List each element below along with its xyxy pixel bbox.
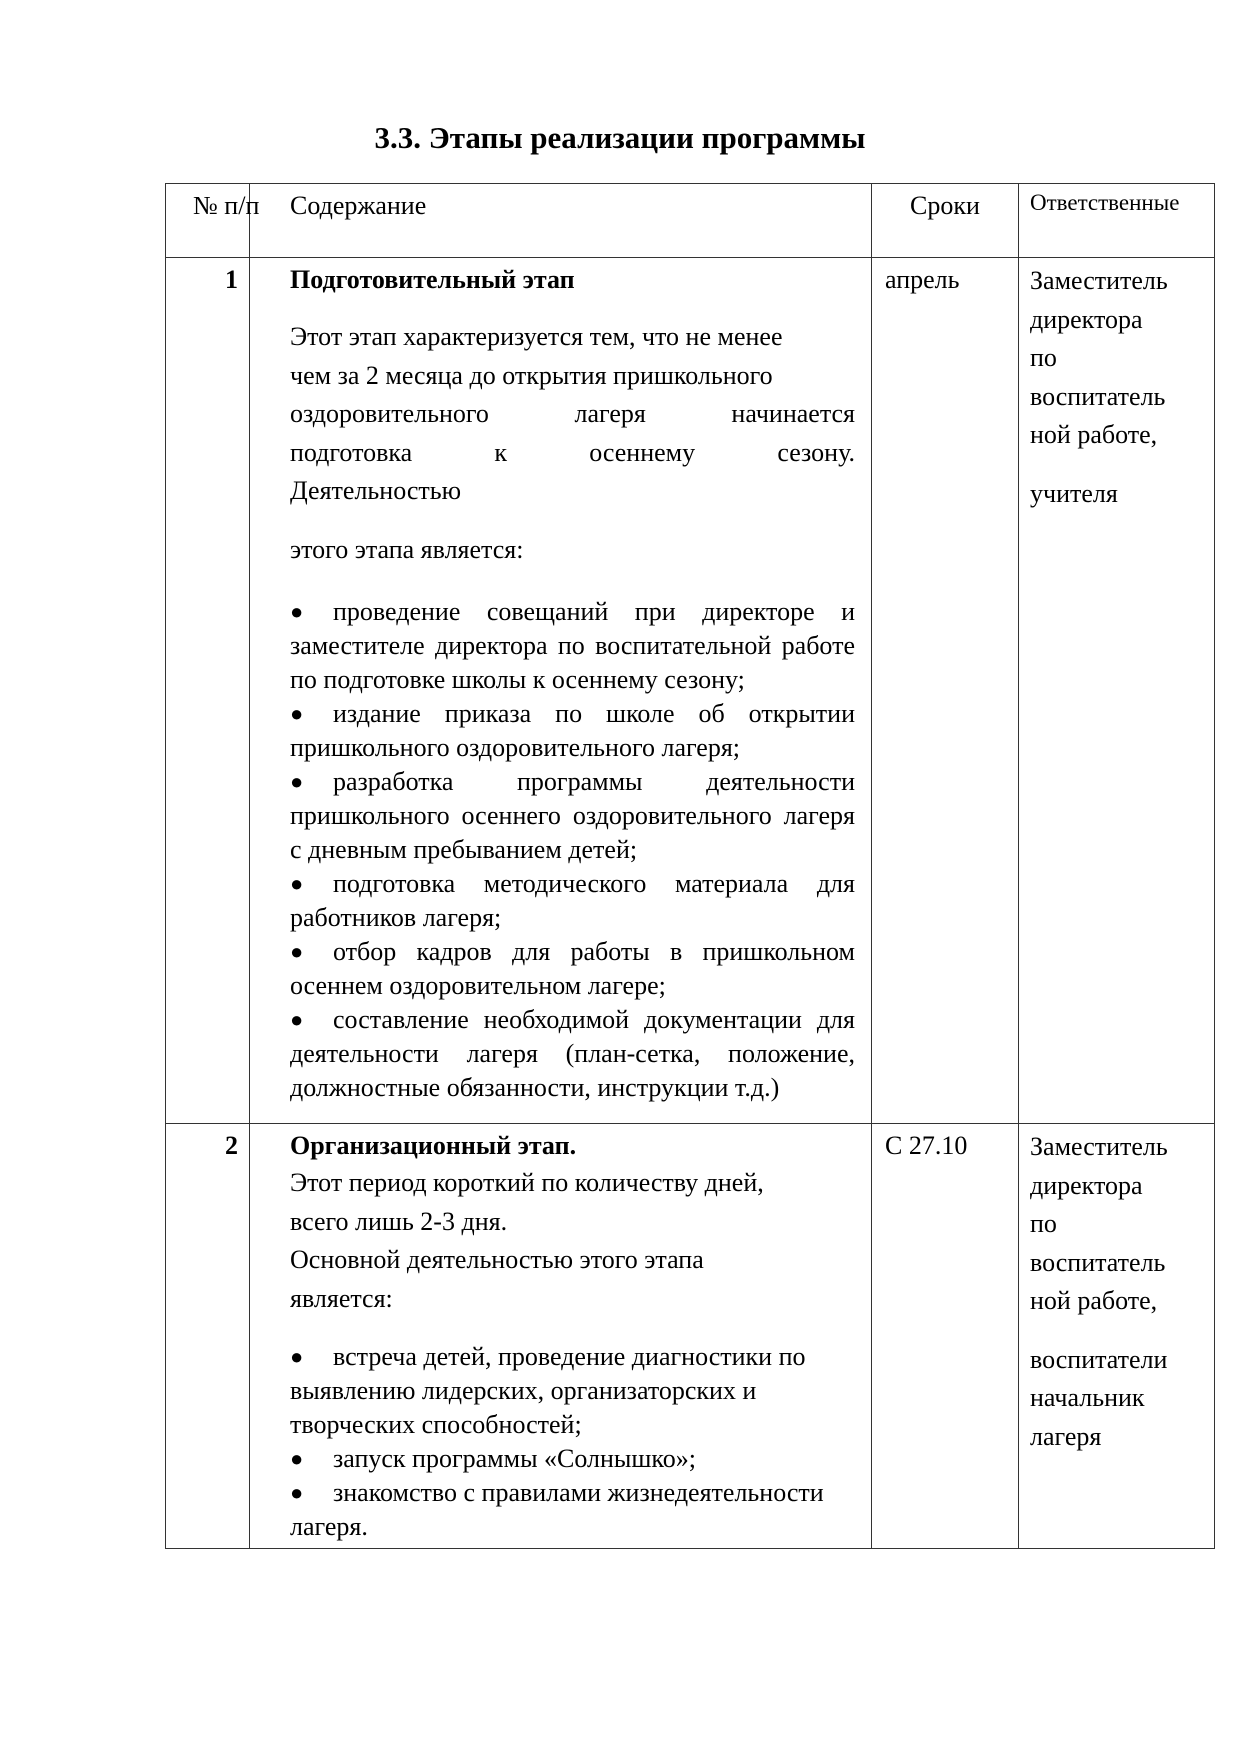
intro-tail: этого этапа является: — [290, 534, 524, 564]
intro-line: подготовка к осеннему сезону. — [290, 437, 855, 467]
row-responsible — [1019, 258, 1215, 1124]
responsible-line: ной работе, — [1030, 1286, 1158, 1315]
intro-line: Этот период короткий по количеству дней, — [290, 1168, 764, 1197]
stage-title: Организационный этап. — [290, 1131, 577, 1160]
stage-intro — [290, 1164, 855, 1318]
responsible-line: директора — [1030, 1170, 1143, 1200]
bullet-icon: ● — [290, 769, 304, 794]
row-responsible — [1019, 1124, 1215, 1549]
table-row — [166, 1124, 1215, 1549]
responsible-line: по — [1030, 1209, 1057, 1238]
list-item: ● издание приказа по школе об открытии пришкольного оздоровительного лагеря; — [290, 699, 855, 762]
table-header-row — [166, 184, 1215, 258]
list-item: ● отбор кадров для работы в пришкольном осеннем оздоровительном лагере; — [290, 937, 855, 1000]
bullet-icon: ● — [290, 1446, 304, 1471]
bullet-icon: ● — [290, 1007, 304, 1032]
intro-line: чем за 2 месяца до открытия пришкольного — [290, 360, 773, 390]
intro-line: Основной деятельностью этого этапа — [290, 1245, 704, 1274]
bullet-icon: ● — [290, 701, 304, 726]
list-item: ● подготовка методического материала для работников лагеря; — [290, 869, 855, 932]
row-term: С 27.10 — [872, 1124, 1019, 1549]
bullet-icon: ● — [290, 871, 304, 896]
responsible-line: воспитатель — [1030, 1247, 1166, 1277]
responsible-line: по — [1030, 343, 1057, 372]
header-num: № п/п — [166, 184, 250, 258]
table-row — [166, 258, 1215, 1124]
list-item: ● проведение совещаний при директоре и заместителе директора по воспитательной работе по подготовке школы к осеннему сезону; — [290, 597, 855, 694]
responsible-line: директора — [1030, 304, 1143, 334]
intro-line: всего лишь 2-3 дня. — [290, 1206, 508, 1236]
list-item: ● запуск программы «Солнышко»; — [290, 1442, 855, 1476]
responsible-line: Заместитель — [1030, 1132, 1168, 1161]
bullet-icon: ● — [290, 1480, 304, 1505]
bullet-icon: ● — [290, 939, 304, 964]
intro-line: Деятельностью — [290, 476, 462, 505]
responsible-line: Заместитель — [1030, 266, 1168, 295]
list-item: ● разработка программы деятельности пришкольного осеннего оздоровительного лагеря с дневным пребыванием детей; — [290, 767, 855, 864]
responsible-line: воспитатели — [1030, 1344, 1168, 1374]
intro-line: Этот этап характеризуется тем, что не менее — [290, 322, 783, 351]
row-term: апрель — [872, 258, 1019, 1124]
stage-bullets — [290, 1340, 855, 1544]
page-title: 3.3. Этапы реализации программы — [374, 120, 866, 155]
responsible-line: ной работе, — [1030, 420, 1158, 449]
row-number: 1 — [166, 258, 250, 1124]
responsible-line: воспитатель — [1030, 381, 1166, 411]
stage-bullets — [290, 595, 855, 1105]
row-content — [250, 258, 872, 1124]
row-number: 2 — [166, 1124, 250, 1549]
list-item: ● встреча детей, проведение диагностики по выявлению лидерских, организаторских и творческих способностей; — [290, 1342, 806, 1439]
header-term: Сроки — [872, 184, 1019, 258]
list-item: ● составление необходимой документации для деятельности лагеря (план-сетка, положение, должностные обязанности, инструкции т.д.) — [290, 1005, 855, 1102]
row-content — [250, 1124, 872, 1549]
stage-title: Подготовительный этап — [290, 265, 575, 294]
intro-line: является: — [290, 1283, 393, 1313]
stage-intro — [290, 318, 855, 511]
bullet-icon: ● — [290, 1344, 304, 1369]
responsible-line: учителя — [1030, 478, 1118, 508]
header-responsible: Ответственные — [1019, 184, 1215, 258]
responsible-line: лагеря — [1030, 1421, 1102, 1451]
header-content: Содержание — [250, 184, 872, 258]
intro-line: оздоровительного лагеря начинается — [290, 399, 855, 428]
stages-table — [165, 183, 1215, 1549]
list-item: ● знакомство с правилами жизнедеятельности лагеря. — [290, 1478, 824, 1541]
bullet-icon: ● — [290, 599, 304, 624]
responsible-line: начальник — [1030, 1383, 1145, 1412]
